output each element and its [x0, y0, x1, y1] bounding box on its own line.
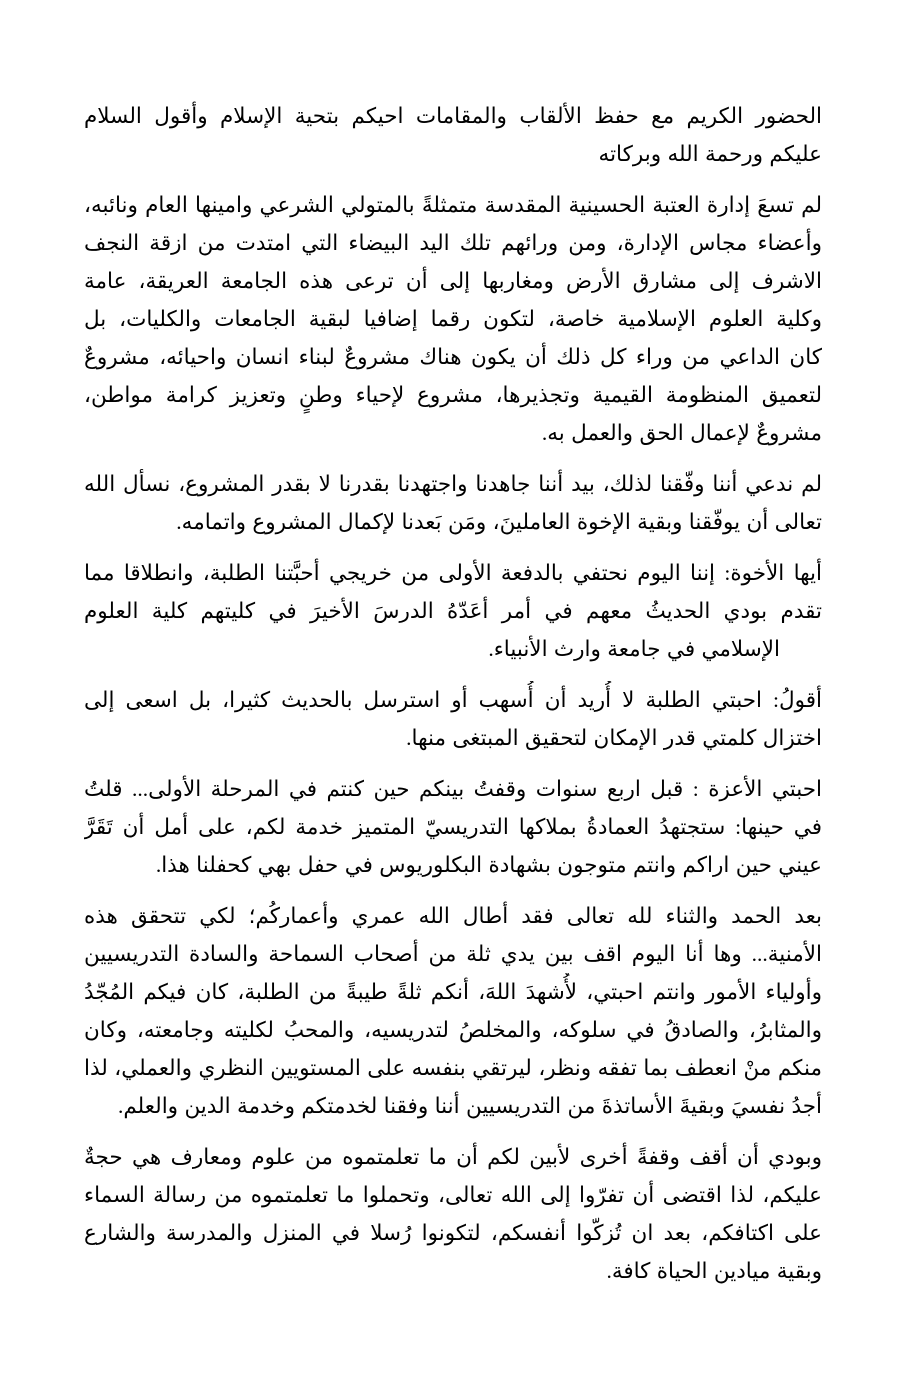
- text-line: اختزال كلمتي قدر الإمكان لتحقيق المبتغى منها.: [406, 726, 822, 750]
- text-line: الحضور الكريم مع حفظ الألقاب والمقامات احيكم بتحية الإسلام وأقول السلام: [84, 104, 822, 128]
- text-line: على اكتافكم، بعد ان تُزكّوا أنفسكم، لتكونوا رُسلا في المنزل والمدرسة والشارع: [84, 1221, 822, 1245]
- text-line: وأولياء الأمور وانتم احبتي، لأُشهدَ اللهَ، أنكم ثلةً طيبةً من الطلبة، كان فيكم المُجّدُ: [84, 980, 822, 1004]
- text-line: أجدُ نفسيَ وبقيةَ الأساتذةَ من التدريسيين أننا وفقنا لخدمتكم وخدمة الدين والعلم.: [117, 1094, 822, 1118]
- text-line: لم ندعي أننا وفّقنا لذلك، بيد أننا جاهدنا واجتهدنا بقدرنا لا بقدر المشروع، نسأل الله: [84, 472, 822, 496]
- paragraph: [84, 465, 822, 541]
- text-line: عليكم، لذا اقتضى أن تفرّوا إلى الله تعالى، وتحملوا ما تعلمتموه من رسالة السماء: [84, 1183, 822, 1207]
- text-line: تقدم بودي الحديثُ معهم في أمر أعَدّهُ الدرسَ الأخيرَ في كليتهم كلية العلوم: [84, 599, 822, 623]
- text-line: في حينها: ستجتهدُ العمادةُ بملاكها التدريسيّ المتميز خدمة لكم، على أمل أن تَقَرَّ: [84, 815, 822, 839]
- text-line: الأمنية... وها أنا اليوم اقف بين يدي ثلة من أصحاب السماحة والسادة التدريسيين: [84, 942, 822, 966]
- paragraph: [84, 681, 822, 757]
- text-line: لم تسعَ إدارة العتبة الحسينية المقدسة متمثلةً بالمتولي الشرعي وامينها العام ونائبه،: [84, 193, 822, 217]
- text-line: عيني حين اراكم وانتم متوجون بشهادة البكلوريوس في حفل بهي كحفلنا هذا.: [155, 853, 822, 877]
- text-line: وكلية العلوم الإسلامية خاصة، لتكون رقما إضافيا لبقية الجامعات والكليات، بل: [84, 307, 822, 331]
- paragraph: [84, 186, 822, 452]
- text-line: منكم منْ انعطف بما تفقه ونظر، ليرتقي بنفسه على المستويين النظري والعملي، لذا: [84, 1056, 822, 1080]
- text-line: وأعضاء مجاس الإدارة، ومن ورائهم تلك اليد البيضاء التي امتدت من ازقة النجف: [84, 231, 822, 255]
- text-line: بعد الحمد والثناء لله تعالى فقد أطال الله عمري وأعماركُم؛ لكي تتحقق هذه: [84, 904, 822, 928]
- text-line: وبقية ميادين الحياة كافة.: [606, 1259, 822, 1283]
- text-line: الاشرف إلى مشارق الأرض ومغاربها إلى أن ترعى هذه الجامعة العريقة، عامة: [84, 269, 822, 293]
- text-line: احبتي الأعزة : قبل اربع سنوات وقفتُ بينكم حين كنتم في المرحلة الأولى... قلتُ: [84, 777, 822, 801]
- text-line: الإسلامي في جامعة وارث الأنبياء.: [488, 637, 780, 661]
- document-body: [84, 97, 822, 1290]
- paragraph: [84, 97, 822, 173]
- paragraph: [84, 1138, 822, 1290]
- text-line: عليكم ورحمة الله وبركاته: [598, 142, 822, 166]
- text-line: وبودي أن أقف وقفةً أخرى لأبين لكم أن ما تعلمتموه من علوم ومعارف هي حجةٌ: [84, 1145, 822, 1169]
- paragraph: [84, 770, 822, 884]
- text-line: لتعميق المنظومة القيمية وتجذيرها، مشروع لإحياء وطنٍ وتعزيز كرامة مواطن،: [84, 383, 822, 407]
- text-line: والمثابرُ، والصادقُ في سلوكه، والمخلصُ لتدريسيه، والمحبُ لكليته وجامعته، وكان: [84, 1018, 822, 1042]
- paragraph: [84, 897, 822, 1125]
- text-line: تعالى أن يوفّقنا وبقية الإخوة العاملينَ، ومَن بَعدنا لإكمال المشروع واتمامه.: [176, 510, 822, 534]
- text-line: مشروعٌ لإعمال الحق والعمل به.: [541, 421, 822, 445]
- text-line: أيها الأخوة: إننا اليوم نحتفي بالدفعة الأولى من خريجي أحبَّتنا الطلبة، وانطلاقا مما: [84, 561, 822, 585]
- text-line: كان الداعي من وراء كل ذلك أن يكون هناك مشروعٌ لبناء انسان واحيائه، مشروعٌ: [84, 345, 822, 369]
- text-line: أقولُ: احبتي الطلبة لا أُريد أن أُسهب أو استرسل بالحديث كثيرا، بل اسعى إلى: [84, 688, 822, 712]
- paragraph: [84, 554, 822, 668]
